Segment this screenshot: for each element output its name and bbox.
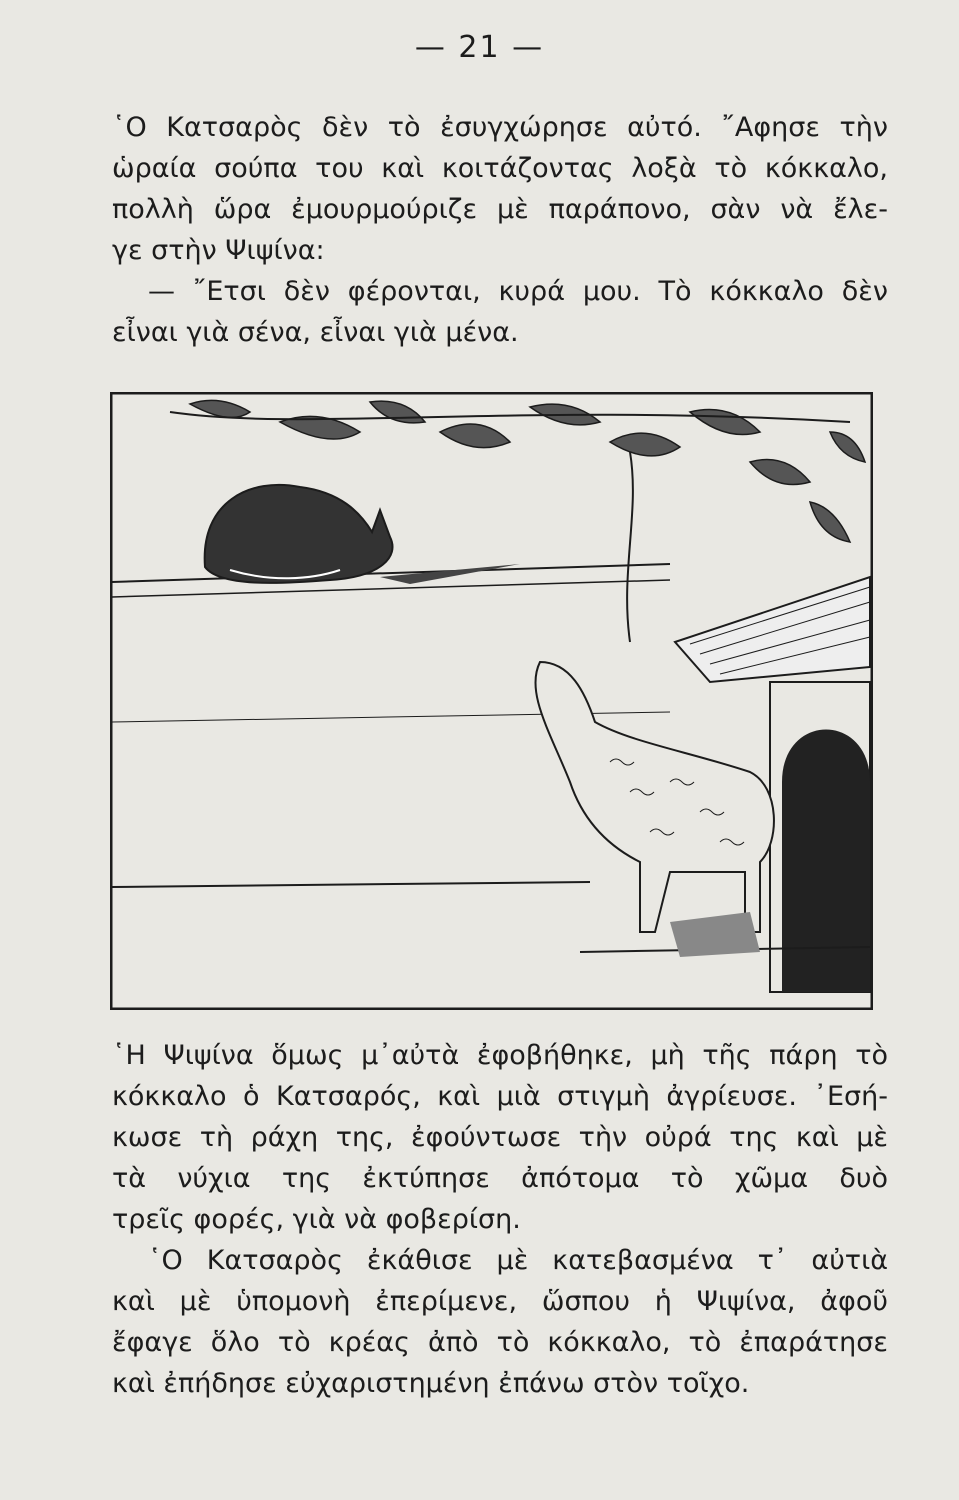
- text-line: γε στὴν Ψιψίνα:: [112, 235, 325, 266]
- page-number: — 21 —: [414, 30, 545, 65]
- text-line: εἶναι γιὰ σένα, εἶναι γιὰ μένα.: [112, 317, 519, 348]
- paragraph-2: [112, 271, 888, 353]
- text-line: καὶ ἐπήδησε εὐχαριστημένη ἐπάνω στὸν τοῖχο.: [112, 1368, 750, 1399]
- text-line: ῾Ο Κατσαρὸς δὲν τὸ ἐσυγχώρησε αὐτό. ῎Αφησε τὴν: [112, 112, 888, 143]
- text-line: τὰ νύχια της ἐκτύπησε ἀπότομα τὸ χῶμα δυὸ: [112, 1163, 888, 1194]
- text-line: ἔφαγε ὅλο τὸ κρέας ἀπὸ τὸ κόκκαλο, τὸ ἐπαράτησε: [112, 1327, 888, 1358]
- text-line: ῾Η Ψιψίνα ὅμως μ᾿αὐτὰ ἐφοβήθηκε, μὴ τῆς πάρη τὸ: [112, 1040, 888, 1071]
- illustration-icon: [110, 392, 873, 1010]
- text-line: ῾Ο Κατσαρὸς ἐκάθισε μὲ κατεβασμένα τ᾿ αὐτιὰ: [148, 1245, 888, 1276]
- text-line: τρεῖς φορές, γιὰ νὰ φοβερίση.: [112, 1204, 521, 1235]
- illustration: [110, 392, 873, 1010]
- text-line: ὡραία σούπα του καὶ κοιτάζοντας λοξὰ τὸ κόκκαλο,: [112, 153, 888, 184]
- text-line: κωσε τὴ ράχη της, ἐφούντωσε τὴν οὐρά της καὶ μὲ: [112, 1122, 888, 1153]
- paragraph-3: [112, 1035, 888, 1240]
- paragraph-1: [112, 107, 888, 271]
- text-line: καὶ μὲ ὑπομονὴ ἐπερίμενε, ὥσπου ἡ Ψιψίνα, ἀφοῦ: [112, 1286, 888, 1317]
- text-line: πολλὴ ὥρα ἐμουρμούριζε μὲ παράπονο, σὰν νὰ ἔλε-: [112, 194, 888, 225]
- paragraph-4: [112, 1240, 888, 1404]
- text-line: κόκκαλο ὁ Κατσαρός, καὶ μιὰ στιγμὴ ἀγρίευσε. ᾿Εσή-: [112, 1081, 888, 1112]
- text-line: — ῎Ετσι δὲν φέρονται, κυρά μου. Τὸ κόκκαλο δὲν: [148, 276, 888, 307]
